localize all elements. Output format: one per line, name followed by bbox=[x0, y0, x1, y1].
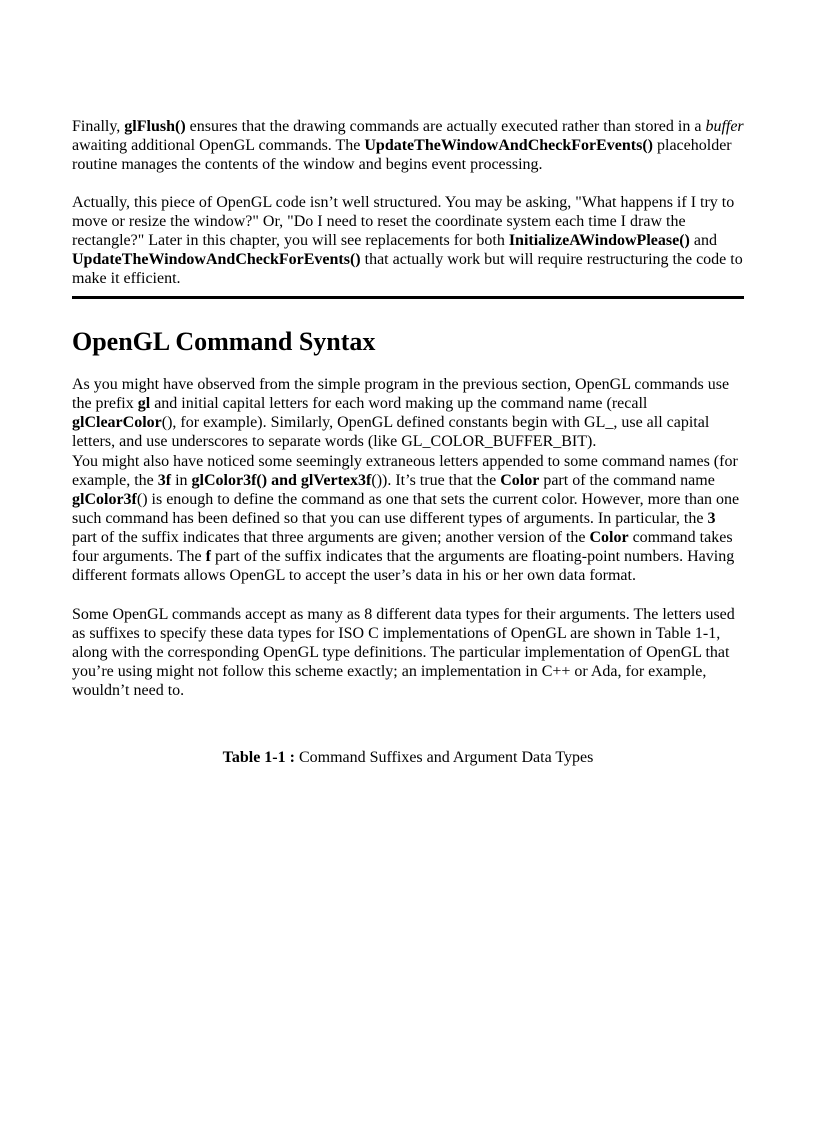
table-caption-text: Command Suffixes and Argument Data Types bbox=[294, 749, 594, 766]
table-caption-label: Table 1-1 : bbox=[222, 749, 295, 766]
paragraph-suffixes bbox=[72, 452, 744, 585]
code-term: glClearColor bbox=[72, 414, 162, 431]
paragraph-data-types bbox=[72, 605, 744, 700]
table-caption bbox=[72, 748, 744, 767]
code-term: 3 bbox=[707, 510, 716, 527]
text-run: As you might have observed from the simple program in the previous section, OpenGL commands use the prefix bbox=[72, 376, 730, 412]
text-run: awaiting additional OpenGL commands. The bbox=[72, 137, 365, 154]
text-run: and bbox=[689, 232, 717, 249]
text-run: () is enough to define the command as one that sets the current color. However, more than one such command has been defined so that you can use different types of arguments. In particular, the bbox=[72, 491, 740, 527]
code-term: f bbox=[205, 548, 211, 565]
text-run: You might also have noticed some seemingly extraneous letters appended to some command names (for example, the bbox=[72, 453, 738, 489]
section-divider bbox=[72, 296, 744, 299]
text-run: (), for example). Similarly, OpenGL defined constants begin with GL_, use all capital letters, and use underscores to separate words (like GL_COLOR_BUFFER_BIT). bbox=[72, 414, 710, 450]
code-term: UpdateTheWindowAndCheckForEvents() bbox=[364, 137, 653, 154]
text-run: command takes four arguments. The bbox=[72, 529, 733, 565]
text-run: part of the suffix indicates that the arguments are floating-point numbers. Having different formats allows OpenGL to accept the user’s data in his or her own data format. bbox=[72, 548, 735, 584]
text-run: part of the suffix indicates that three arguments are given; another version of the bbox=[72, 529, 590, 546]
paragraph-glflush bbox=[72, 117, 744, 174]
code-term: UpdateTheWindowAndCheckForEvents() bbox=[72, 251, 361, 268]
text-run: Finally, bbox=[72, 118, 125, 135]
code-term: glColor3f() and glVertex3f bbox=[191, 472, 372, 489]
code-term: gl bbox=[137, 395, 151, 412]
text-run: part of the command name bbox=[539, 472, 715, 489]
code-term: Color bbox=[500, 472, 540, 489]
text-run: ()). It’s true that the bbox=[371, 472, 501, 489]
section-heading: OpenGL Command Syntax bbox=[72, 327, 376, 356]
emphasis-term: buffer bbox=[705, 118, 744, 135]
code-term: glColor3f bbox=[72, 491, 137, 508]
code-term: InitializeAWindowPlease() bbox=[508, 232, 690, 249]
text-run: that actually work but will require restructuring the code to make it efficient. bbox=[72, 251, 743, 287]
code-term: 3f bbox=[157, 472, 172, 489]
text-run: Some OpenGL commands accept as many as 8 different data types for their arguments. The letters used as suffixes to specify these data types for ISO C implementations of OpenGL are shown in Table 1-1, along with the corresponding OpenGL type definitions. The particular implementation of OpenGL that you’re using might not follow this scheme exactly; an implementation in C++ or Ada, for example, wouldn’t need to. bbox=[72, 606, 735, 699]
paragraph-prefix bbox=[72, 375, 744, 451]
code-term: Color bbox=[589, 529, 629, 546]
text-run: and initial capital letters for each word making up the command name (recall bbox=[150, 395, 648, 412]
paragraph-structure bbox=[72, 193, 744, 288]
code-term: glFlush() bbox=[124, 118, 186, 135]
text-run: in bbox=[171, 472, 192, 489]
text-run: placeholder routine manages the contents of the window and begins event processing. bbox=[72, 137, 732, 173]
text-run: ensures that the drawing commands are actually executed rather than stored in a bbox=[185, 118, 706, 135]
text-run: Actually, this piece of OpenGL code isn’t well structured. You may be asking, "What happens if I try to move or resize the window?" Or, "Do I need to reset the coordinate system each time I draw the rectangle?" Later in this chapter, you will see replacements for both bbox=[72, 194, 735, 249]
